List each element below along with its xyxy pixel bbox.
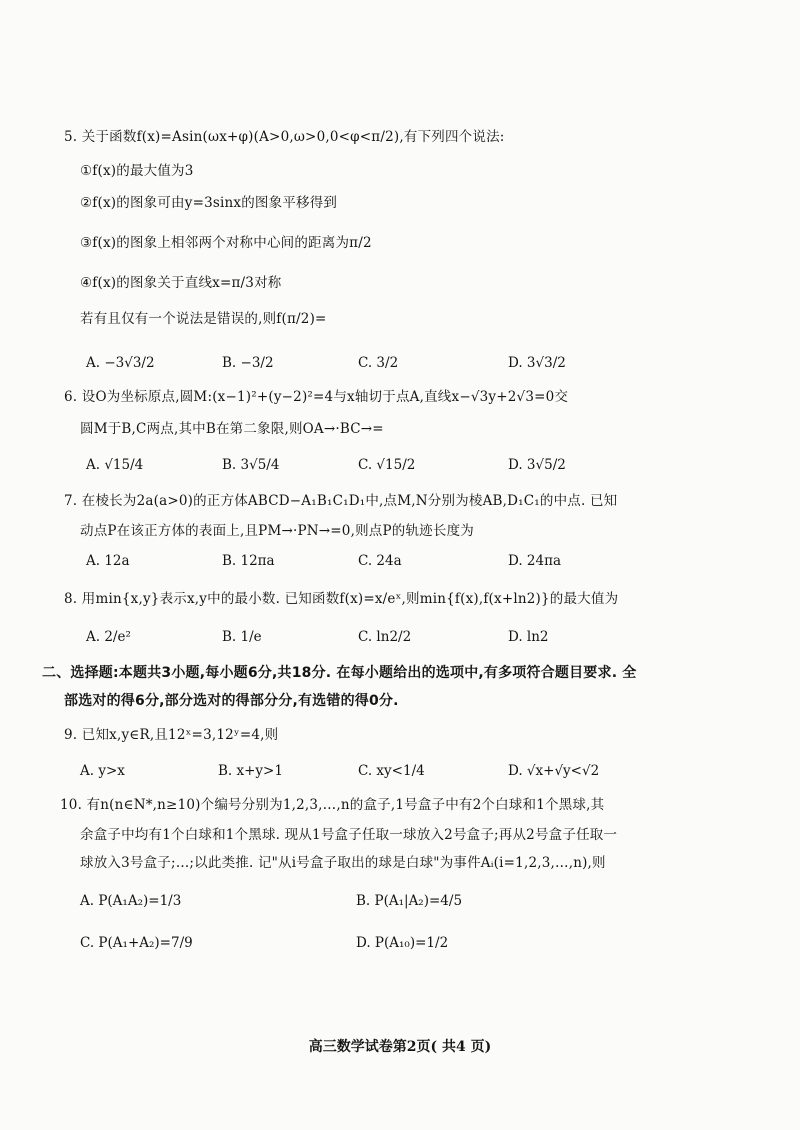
q7-option-c: C. 24a	[358, 553, 402, 569]
q10-option-b: B. P(A₁|A₂)=4/5	[356, 893, 463, 909]
q5-option-a: A. −3√3/2	[86, 355, 155, 371]
q6-option-a: A. √15/4	[86, 457, 144, 473]
q6-option-d: D. 3√5/2	[508, 457, 566, 473]
q10-line-3: 球放入3号盒子;…;以此类推. 记"从i号盒子取出的球是白球"为事件Aᵢ(i=1,2,3,…,n),则	[80, 855, 606, 871]
q6-option-c: C. √15/2	[358, 457, 416, 473]
section-2-instructions: 部选对的得6分,部分选对的得部分分,有选错的得0分.	[64, 693, 399, 709]
q10-option-c: C. P(A₁+A₂)=7/9	[80, 935, 193, 951]
q5-option-c: C. 3/2	[358, 355, 399, 371]
q8-option-c: C. ln2/2	[358, 629, 412, 645]
q8-option-d: D. ln2	[508, 629, 549, 645]
q5-statement-2: ②f(x)的图象可由y=3sinx的图象平移得到	[80, 195, 338, 211]
q10-line-1: 10. 有n(n∈N*,n≥10)个编号分别为1,2,3,…,n的盒子,1号盒子中有2个白球和1个黑球,其	[60, 797, 605, 813]
q7-line-2: 动点P在该正方体的表面上,且PM→·PN→=0,则点P的轨迹长度为	[80, 523, 474, 539]
page-footer: 高三数学试卷第2页( 共4 页)	[308, 1039, 492, 1055]
q5-statement-4: ④f(x)的图象关于直线x=π/3对称	[80, 275, 282, 291]
q8-option-a: A. 2/e²	[86, 629, 131, 645]
q7-option-d: D. 24πa	[508, 553, 562, 569]
q9-option-d: D. √x+√y<√2	[508, 763, 600, 779]
q7-line-1: 7. 在棱长为2a(a>0)的正方体ABCD−A₁B₁C₁D₁中,点M,N分别为棱AB,D₁C₁的中点. 已知	[64, 493, 618, 509]
q5-option-b: B. −3/2	[222, 355, 274, 371]
section-2-heading: 二、选择题:本题共3小题,每小题6分,共18分. 在每小题给出的选项中,有多项符合题目要求. 全	[42, 665, 637, 681]
q7-option-a: A. 12a	[86, 553, 130, 569]
q6-option-b: B. 3√5/4	[222, 457, 280, 473]
q7-option-b: B. 12πa	[222, 553, 275, 569]
q10-line-2: 余盒子中均有1个白球和1个黑球. 现从1号盒子任取一球放入2号盒子;再从2号盒子任取一	[80, 827, 618, 843]
q8-line-1: 8. 用min{x,y}表示x,y中的最小数. 已知函数f(x)=x/eˣ,则min{f(x),f(x+ln2)}的最大值为	[64, 591, 619, 607]
q10-option-d: D. P(A₁₀)=1/2	[356, 935, 449, 951]
q5-statement-3: ③f(x)的图象上相邻两个对称中心间的距离为π/2	[80, 235, 372, 251]
q6-line-2: 圆M于B,C两点,其中B在第二象限,则OA→·BC→=	[80, 421, 384, 437]
q8-option-b: B. 1/e	[222, 629, 262, 645]
q10-option-a: A. P(A₁A₂)=1/3	[80, 893, 182, 909]
q5-option-d: D. 3√3/2	[508, 355, 566, 371]
q9-line-1: 9. 已知x,y∈R,且12ˣ=3,12ʸ=4,则	[64, 727, 279, 743]
q9-option-c: C. xy<1/4	[358, 763, 425, 779]
q5-statement-1: ①f(x)的最大值为3	[80, 163, 194, 179]
q9-option-a: A. y>x	[80, 763, 125, 779]
q5-question: 若有且仅有一个说法是错误的,则f(π/2)=	[80, 311, 327, 327]
q9-option-b: B. x+y>1	[218, 763, 283, 779]
q5-stem: 5. 关于函数f(x)=Asin(ωx+φ)(A>0,ω>0,0<φ<π/2),有下列四个说法:	[64, 129, 505, 145]
q6-line-1: 6. 设O为坐标原点,圆M:(x−1)²+(y−2)²=4与x轴切于点A,直线x−√3y+2√3=0交	[64, 389, 569, 405]
